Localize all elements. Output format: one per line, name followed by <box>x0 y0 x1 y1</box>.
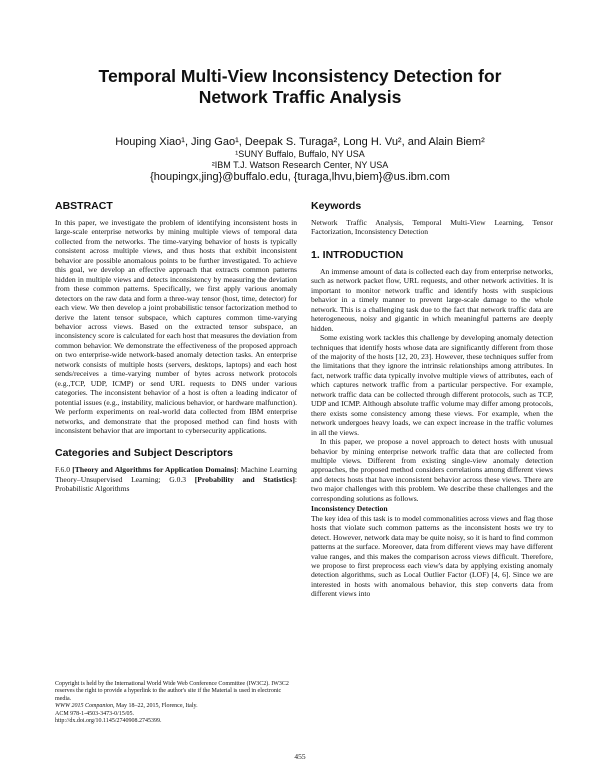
left-column <box>55 200 297 494</box>
category-bold-1: [Theory and Algorithms for Application Domains] <box>72 465 237 475</box>
intro-paragraph-1: An immense amount of data is collected each day from enterprise networks, such as network packet flow, URL requests, and other network activities. It is important to monitor network traffic and identify hosts with suspicious behavior in a timely manner to prevent large-scale damage to the whole network. This is a challenging task due to the fact that network traffic data are heterogeneous, noisy and gigantic in which meaningful patterns are deeply hidden. <box>311 266 553 333</box>
title-line-2: Network Traffic Analysis <box>198 87 402 107</box>
copyright-date: May 18–22, 2015, Florence, Italy. <box>114 703 198 710</box>
paper-title <box>60 66 540 108</box>
category-rest-1: : Machine Learning Theory–Unsupervised Learning; G.0.3 <box>55 465 297 484</box>
abstract-text: In this paper, we investigate the problem of identifying inconsistent hosts in large-scale enterprise networks by mining multiple views of temporal data collected from the networks. The time-varying behavior of hosts is typically consistent across multiple views, and thus hosts that exhibit inconsistent behavior are possible anomalous points to be further investigated. To achieve this goal, we develop an effective approach that extracts common patterns hidden in multiple views and detects inconsistency by measuring the deviation from these common patterns. Specifically, we first apply various anomaly detectors on the raw data and form a three-way tensor (host, time, detector) for each view. We then develop a joint probabilistic tensor factorization method to derive the latent tensor subspace, which captures common time-varying behavior across views. Based on the extracted tensor subspace, an inconsistency score is calculated for each host that measures the deviation from common behavior. We demonstrate the effectiveness of the proposed approach on two enterprise-wide network-based anomaly detection tasks. An enterprise network consists of multiple hosts (servers, desktops, laptops) and each host sends/receives a time-varying number of bytes across network protocols (e.g.,TCP, UDP, ICMP) or send URL requests to DNS under various categories. The inconsistent behavior of a host is often a leading indicator of potential issues (e.g., instability, malicious behavior, or hardware malfunction). We perform experiments on real-world data collected from IBM enterprise networks, and demonstrate that the proposed method can find hosts with inconsistent behavior that are important to cybersecurity applications. <box>55 218 297 435</box>
copyright-venue: WWW 2015 Companion, <box>55 703 115 710</box>
affiliation-2: ²IBM T.J. Watson Research Center, NY USA <box>211 159 389 170</box>
intro-paragraph-3: In this paper, we propose a novel approach to detect hosts with unusual behavior by mining enterprise network traffic data that are collected from multiple views. Different from existing single-view anomaly detection approaches, the proposed method considers correlations among different views and detects hosts that have inconsistent behavior across these views. There are two major challenges with this problem. We describe these challenges and the corresponding solutions as follows. <box>311 437 553 503</box>
introduction-section <box>311 249 553 599</box>
category-rest-2: : Probabilistic Algorithms <box>55 474 297 494</box>
right-column <box>311 200 553 599</box>
copyright-line-1: Copyright is held by the International World Wide Web Conference Committee (IW3C2). IW3C2 reserves the right to provide a hyperlink to the author's site if the Material is used in electronic media. <box>55 681 289 702</box>
category-code-1: F.6.0 <box>55 465 73 475</box>
keywords-text: Network Traffic Analysis, Temporal Multi-View Learning, Tensor Factorization, Inconsistency Detection <box>311 218 553 237</box>
author-block <box>60 136 540 183</box>
page-number: 455 <box>294 752 306 761</box>
intro-subheading: Inconsistency Detection <box>311 504 388 514</box>
category-bold-2: [Probability and Statistics] <box>194 474 295 484</box>
copyright-line-2 <box>55 703 297 710</box>
copyright-line-3: ACM 978-1-4503-3473-0/15/05. <box>55 710 134 717</box>
copyright-doi: http://dx.doi.org/10.1145/2740908.2745399. <box>55 718 162 725</box>
author-names: Houping Xiao¹, Jing Gao¹, Deepak S. Turaga², Long H. Vu², and Alain Biem² <box>115 136 485 148</box>
categories-section <box>55 447 297 493</box>
abstract-heading: ABSTRACT <box>55 200 113 212</box>
author-emails: {houpingx,jing}@buffalo.edu, {turaga,lhvu,biem}@us.ibm.com <box>150 170 450 183</box>
copyright-notice <box>55 681 297 725</box>
categories-text <box>55 465 297 493</box>
categories-heading: Categories and Subject Descriptors <box>55 447 233 460</box>
title-line-1: Temporal Multi-View Inconsistency Detection for <box>98 66 502 86</box>
intro-paragraph-4: The key idea of this task is to model commonalities across views and flag those hosts that violate such common patterns as the inconsistent hosts we try to detect. However, network data may be quite noisy, so it is hard to find common patterns at the surface. Moreover, data from different views may have different value ranges, and this makes the comparison across views difficult. Therefore, we propose to first preprocess each view's data by applying existing anomaly detection algorithms, such as Local Outlier Factor (LOF) [4, 6]. Since we are interested in hosts with anomalous behavior, this step converts data from different views into <box>311 513 553 599</box>
keywords-heading: Keywords <box>311 200 362 212</box>
affiliation-1: ¹SUNY Buffalo, Buffalo, NY USA <box>235 148 365 159</box>
introduction-heading: 1. INTRODUCTION <box>311 248 404 261</box>
intro-paragraph-2: Some existing work tackles this challenge by developing anomaly detection techniques that identify hosts whose data are significantly different from those of the majority of the hosts [12, 20, 23]. However, these techniques suffer from the limitations that they ignore the intrinsic relationships among attributes. In fact, network traffic data typically involve multiple views of attributes, each of which captures network traffic from a particular perspective. For example, network traffic data can be collected through different protocols, such as TCP, UDP and ICMP. Although absolute traffic volume may differ among protocols, there exists some consistency among these views. For example, when the network undergoes heavy loads, we can expect increase in the traffic volumes in all the views. <box>311 333 553 437</box>
